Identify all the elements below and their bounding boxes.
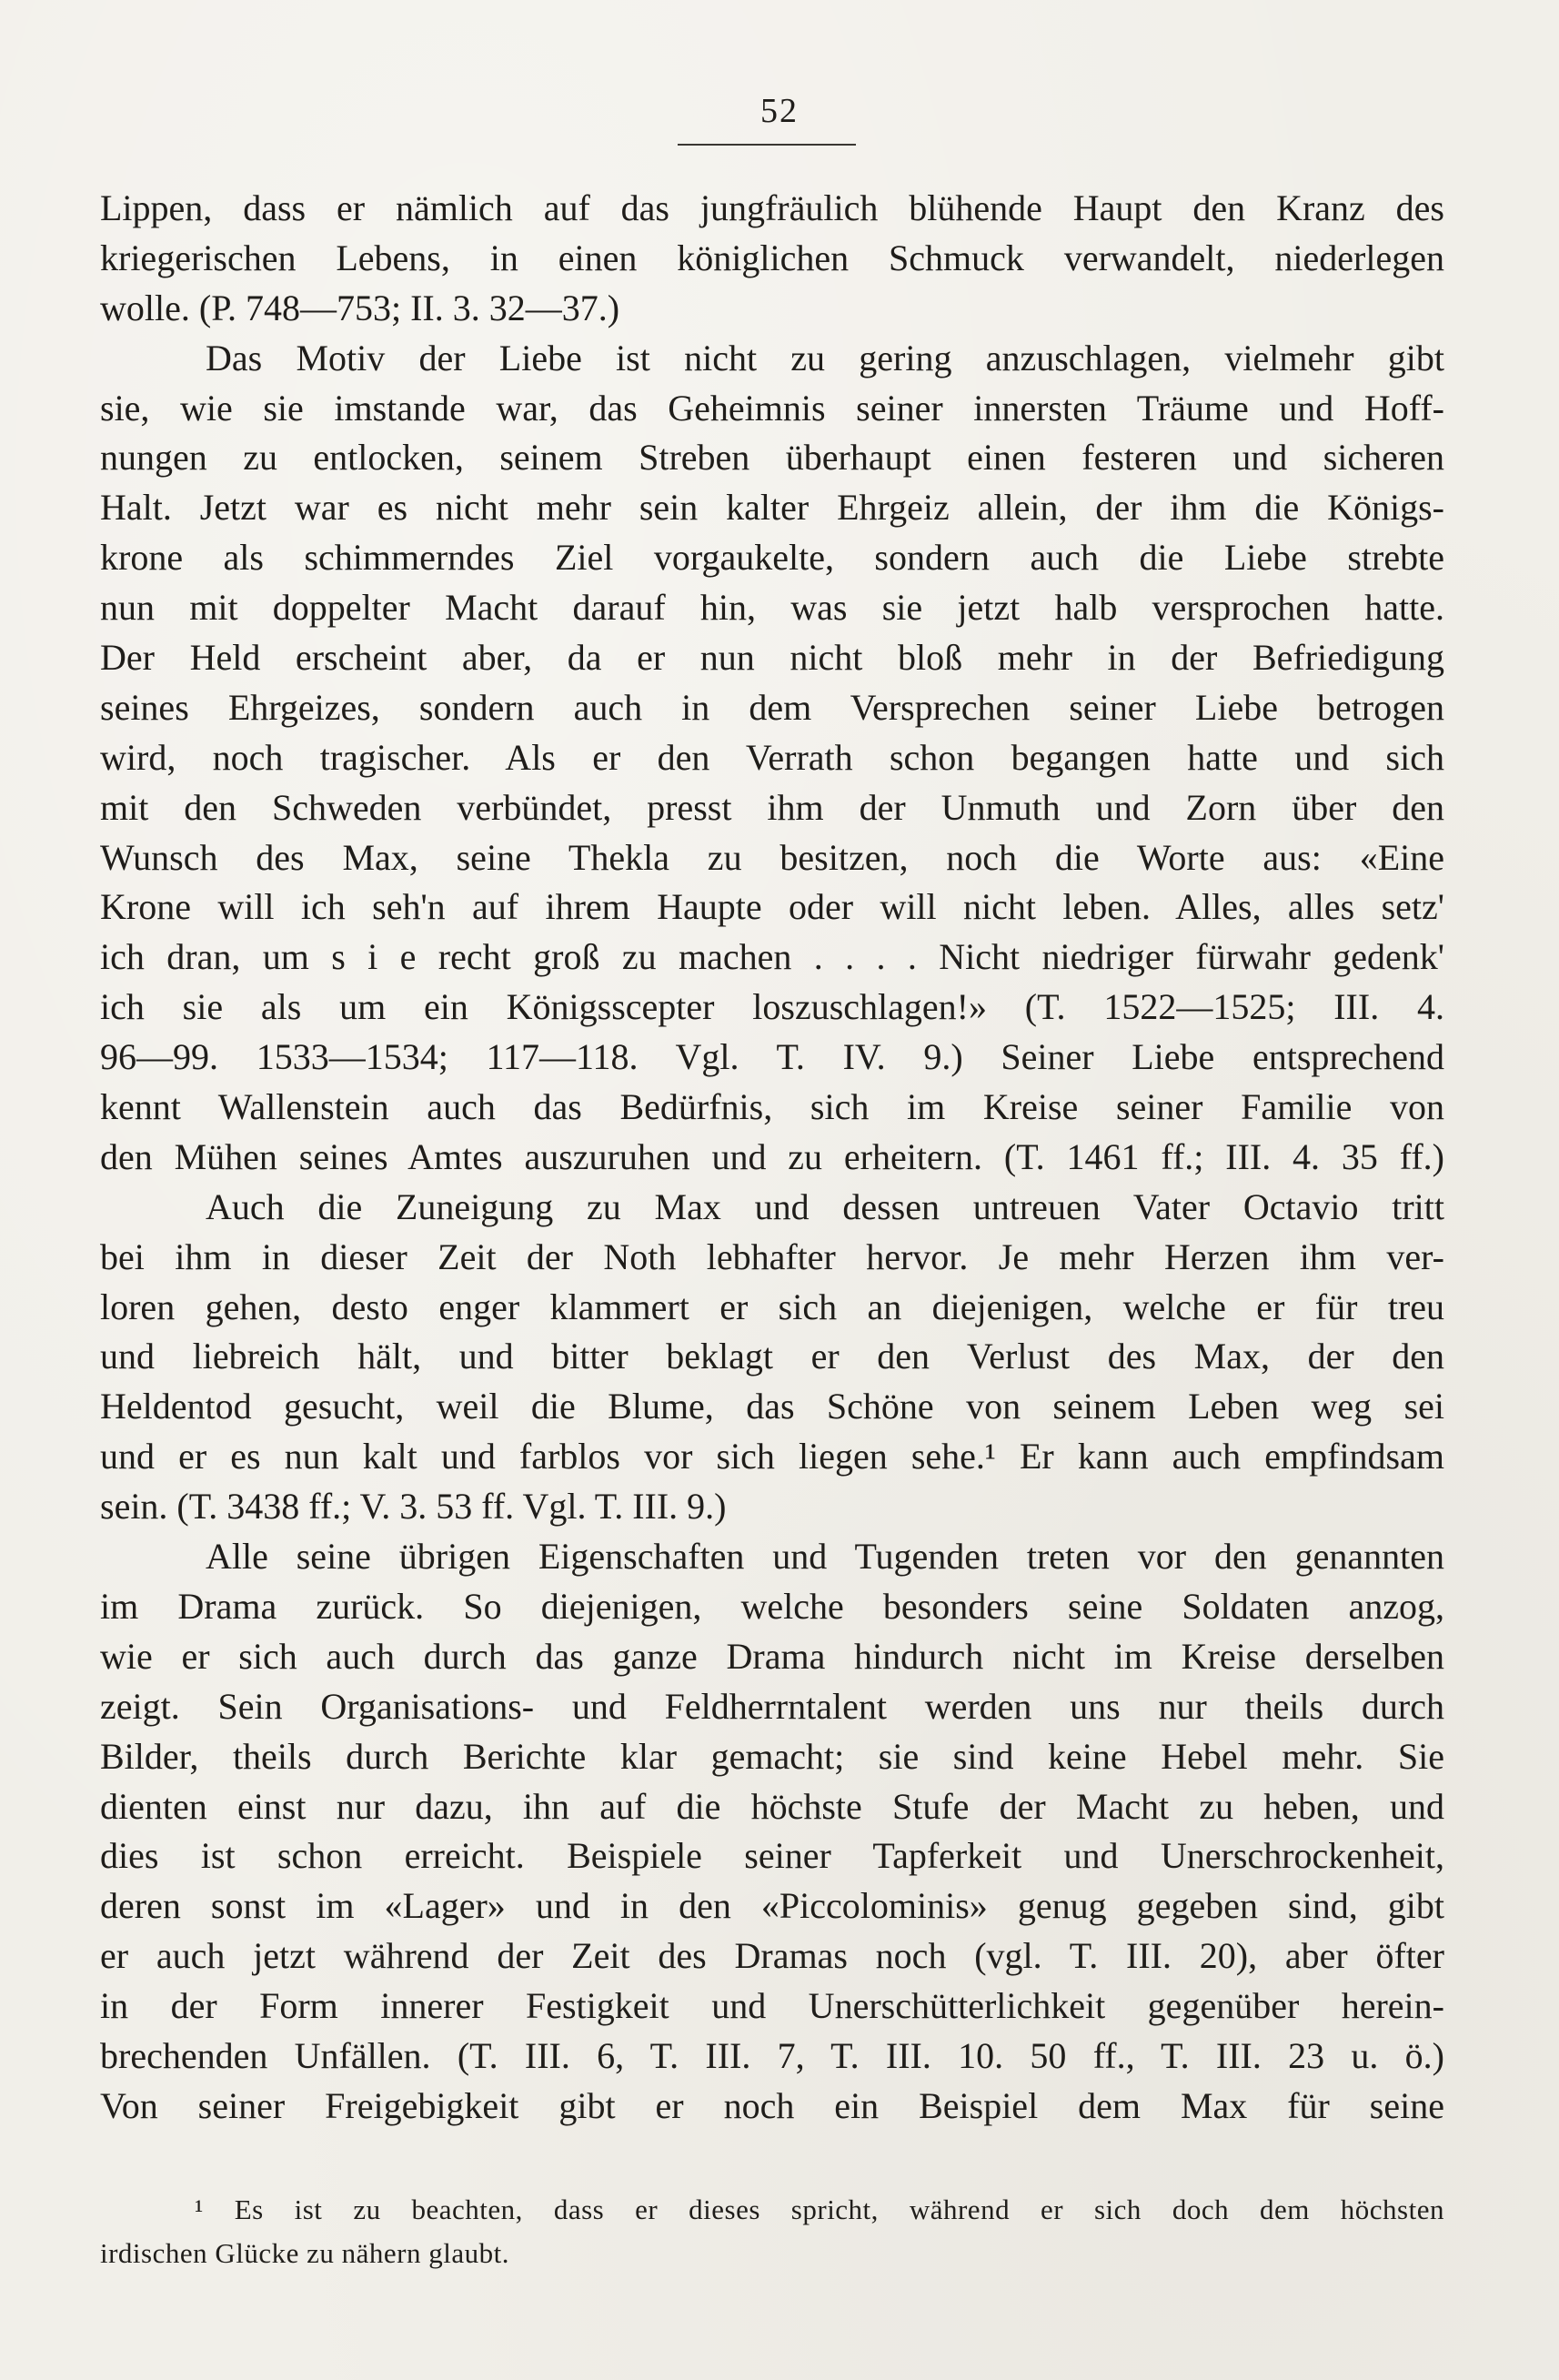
footnote [100, 2188, 1444, 2275]
text-line: Von seiner Freigebigkeit gibt er noch ein Beispiel dem Max für seine [100, 2084, 1444, 2126]
text-line: dienten einst nur dazu, ihn auf die höchste Stufe der Macht zu heben, und [100, 1785, 1444, 1827]
text-line: und liebreich hält, und bitter beklagt er den Verlust des Max, der den [100, 1336, 1444, 1377]
text-line: seines Ehrgeizes, sondern auch in dem Versprechen seiner Liebe betrogen [100, 686, 1444, 728]
text-line: 96—99. 1533—1534; 117—118. Vgl. T. IV. 9.) Seiner Liebe entsprechend [100, 1036, 1444, 1078]
text-line: Auch die Zuneigung zu Max und dessen untreuen Vater Octavio tritt [206, 1185, 1444, 1227]
text-line: Heldentod gesucht, weil die Blume, das Schöne von seinem Leben weg sei [100, 1386, 1444, 1427]
text-line: bei ihm in dieser Zeit der Noth lebhafter hervor. Je mehr Herzen ihm ver- [100, 1235, 1444, 1277]
text-line: brechenden Unfällen. (T. III. 6, T. III. 7, T. III. 10. 50 ff., T. III. 23 u. ö.) [100, 2034, 1444, 2076]
text-line: und er es nun kalt und farblos vor sich liegen sehe.¹ Er kann auch empfindsam [100, 1436, 1444, 1477]
text-line: dies ist schon erreicht. Beispiele seiner Tapferkeit und Unerschrockenheit, [100, 1835, 1444, 1877]
text-line: er auch jetzt während der Zeit des Dramas noch (vgl. T. III. 20), aber öfter [100, 1935, 1444, 1977]
text-line: krone als schimmerndes Ziel vorgaukelte, sondern auch die Liebe strebte [100, 537, 1444, 579]
text-line: im Drama zurück. So diejenigen, welche besonders seine Soldaten anzog, [100, 1585, 1444, 1627]
header-rule [678, 144, 856, 146]
text-line: wolle. (P. 748—753; II. 3. 32—37.) [100, 287, 620, 328]
text-line: Lippen, dass er nämlich auf das jungfräulich blühende Haupt den Kranz des [100, 187, 1444, 228]
text-line: sie, wie sie imstande war, das Geheimnis seiner innersten Träume und Hoff- [100, 387, 1444, 429]
text-line: loren gehen, desto enger klammert er sich an diejenigen, welche er für treu [100, 1286, 1444, 1327]
text-line: Wunsch des Max, seine Thekla zu besitzen, noch die Worte aus: «Eine [100, 836, 1444, 878]
text-line: zeigt. Sein Organisations- und Feldherrntalent werden uns nur theils durch [100, 1685, 1444, 1727]
footnote-line: ¹ Es ist zu beachten, dass er dieses spricht, während er sich doch dem höchsten [195, 2193, 1444, 2225]
text-line: sein. (T. 3438 ff.; V. 3. 53 ff. Vgl. T. III. 9.) [100, 1486, 727, 1528]
text-line: Bilder, theils durch Berichte klar gemacht; sie sind keine Hebel mehr. Sie [100, 1735, 1444, 1777]
page-number: 52 [760, 92, 799, 130]
body-text [100, 184, 1444, 2132]
text-line: nun mit doppelter Macht darauf hin, was sie jetzt halb versprochen hatte. [100, 587, 1444, 629]
text-line: den Mühen seines Amtes auszuruhen und zu erheitern. (T. 1461 ff.; III. 4. 35 ff.) [100, 1135, 1444, 1177]
text-line: kriegerischen Lebens, in einen königlichen Schmuck verwandelt, niederlegen [100, 237, 1444, 278]
text-line: wird, noch tragischer. Als er den Verrath schon begangen hatte und sich [100, 736, 1444, 778]
footnote-line: irdischen Glücke zu nähern glaubt. [100, 2237, 509, 2269]
text-line: Das Motiv der Liebe ist nicht zu gering anzuschlagen, vielmehr gibt [206, 337, 1444, 378]
text-line: Halt. Jetzt war es nicht mehr sein kalter Ehrgeiz allein, der ihm die Königs- [100, 487, 1444, 529]
text-line: deren sonst im «Lager» und in den «Piccolominis» genug gegeben sind, gibt [100, 1885, 1444, 1927]
text-line: Der Held erscheint aber, da er nun nicht bloß mehr in der Befriedigung [100, 637, 1444, 679]
text-line: kennt Wallenstein auch das Bedürfnis, sich im Kreise seiner Familie von [100, 1086, 1444, 1128]
text-line: in der Form innerer Festigkeit und Unerschütterlichkeit gegenüber herein- [100, 1985, 1444, 2027]
text-line: ich sie als um ein Königsscepter loszuschlagen!» (T. 1522—1525; III. 4. [100, 986, 1444, 1028]
text-line: Alle seine übrigen Eigenschaften und Tugenden treten vor den genannten [206, 1536, 1444, 1578]
text-line: nungen zu entlocken, seinem Streben überhaupt einen festeren und sicheren [100, 437, 1444, 479]
text-line: ich dran, um s i e recht groß zu machen . . . . Nicht niedriger fürwahr gedenk' [100, 936, 1444, 978]
text-line: wie er sich auch durch das ganze Drama hindurch nicht im Kreise derselben [100, 1635, 1444, 1677]
text-line: mit den Schweden verbündet, presst ihm der Unmuth und Zorn über den [100, 786, 1444, 828]
text-line: Krone will ich seh'n auf ihrem Haupte oder will nicht leben. Alles, alles setz' [100, 886, 1444, 928]
